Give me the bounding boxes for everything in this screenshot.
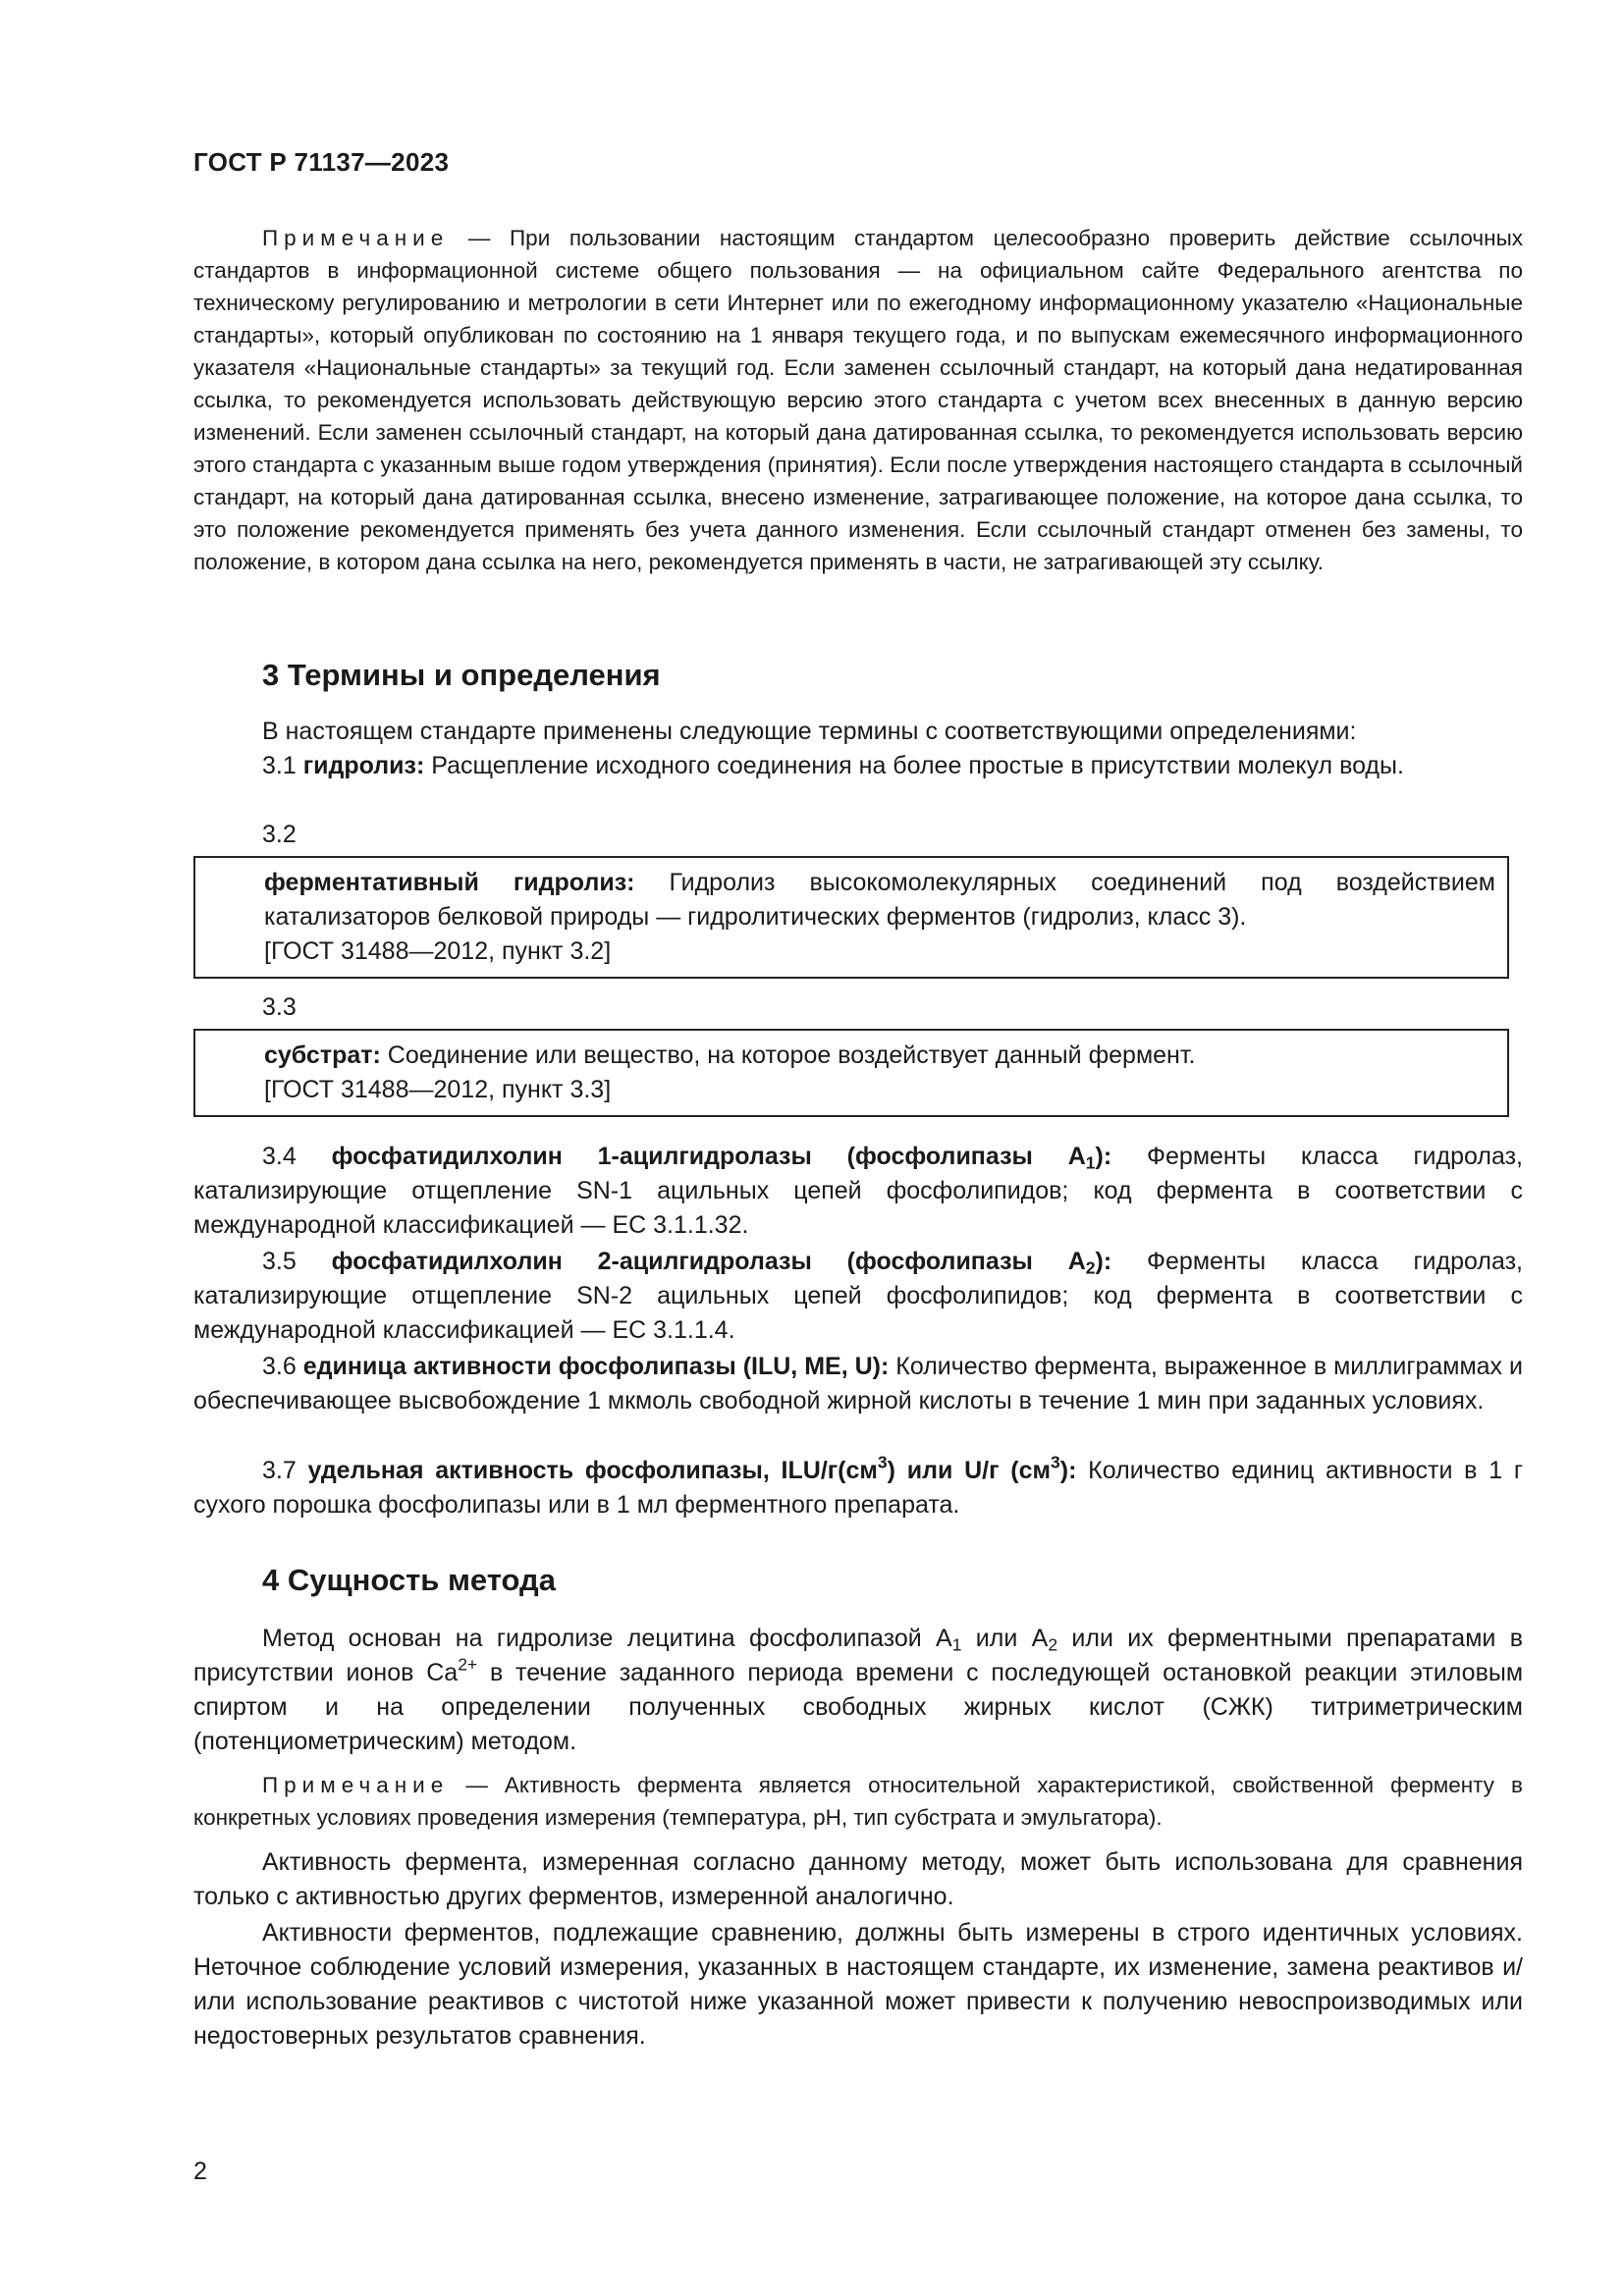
term-3-2-definition — [195, 866, 1495, 934]
term-3-3-definition — [195, 1039, 1495, 1073]
term-name: ферментативный гидролиз: — [264, 869, 635, 896]
term-3-5 — [193, 1245, 1523, 1348]
term-definition: Гидролиз высокомолекулярных соединений под воздействием катализаторов белковой природы — гидролитических ферментов (гидролиз, класс 3). — [264, 869, 1495, 931]
term-number: 3.1 — [262, 752, 297, 779]
note-label: Примечание — [262, 226, 450, 250]
term-3-2-source: [ГОСТ 31488—2012, пункт 3.2] — [264, 937, 612, 965]
term-number: 3.4 — [262, 1143, 297, 1170]
term-name: фосфатидилхолин 1-ацилгидролазы (фосфолипазы $A_1$): — [331, 1143, 1112, 1173]
section-4-paragraph-2: Активность фермента, измеренная согласно данному методу, может быть использована для сравнения только с активностью других ферментов, измеренной аналогично. — [193, 1848, 1523, 1910]
section-4-paragraph-3: Активности ферментов, подлежащие сравнению, должны быть измерены в строго идентичных условиях. Неточное соблюдение условий измерения, указанных в настоящем стандарте, их изменение, замена реактивов и/или использование реактивов с чистотой ниже указанной может привести к получению невоспроизводимых или недостоверных результатов сравнения. — [193, 1919, 1523, 2050]
section-3-intro: В настоящем стандарте применены следующие термины с соответствующими определениями: — [262, 718, 1357, 745]
term-name: фосфатидилхолин 2-ацилгидролазы (фосфолипазы $A_2$): — [331, 1248, 1112, 1278]
term-3-3-number: 3.3 — [262, 993, 297, 1021]
section-4-title: 4 Сущность метода — [262, 1563, 556, 1597]
term-number: 3.5 — [262, 1248, 297, 1275]
term-definition: Ферменты класса гидролаз, катализирующие отщепление SN-1 ацильных цепей фосфолипидов; код фермента в соответствии с международной классификацией — ЕС 3.1.1.32. — [193, 1143, 1523, 1239]
document-code-header: ГОСТ Р 71137—2023 — [193, 147, 450, 177]
term-definition: Количество фермента, выраженное в миллиграммах и обеспечивающее высвобождение 1 мкмоль свободной жирной кислоты в течение 1 мин при заданных условиях. — [193, 1353, 1523, 1415]
term-3-4 — [193, 1140, 1523, 1243]
term-definition: Расщепление исходного соединения на более простые в присутствии молекул воды. — [424, 752, 1404, 779]
note-text: — Активность фермента является относительной характеристикой, свойственной ферменту в конкретных условиях проведения измерения (температура, pH, тип субстрата и эмульгатора). — [193, 1773, 1523, 1830]
page-number: 2 — [193, 2158, 207, 2185]
term-number: 3.7 — [262, 1457, 297, 1484]
section-4-note — [193, 1769, 1523, 1834]
note-text: — При пользовании настоящим стандартом целесообразно проверить действие ссылочных стандартов в информационной системе общего пользования — на официальном сайте Федерального агентства по техническому регулированию и метрологии в сети Интернет или по ежегодному информационному указателю «Национальные стандарты», который опубликован по состоянию на 1 января текущего года, и по выпускам ежемесячного информационного указателя «Национальные стандарты» за текущий год. Если заменен ссылочный стандарт, на который дана недатированная ссылка, то рекомендуется использовать действующую версию этого стандарта с учетом всех внесенных в данную версию изменений. Если заменен ссылочный стандарт, на который дана датированная ссылка, то рекомендуется использовать версию этого стандарта с указанным выше годом утверждения (принятия). Если после утверждения настоящего стандарта в ссылочный стандарт, на который дана датированная ссылка, внесено изменение, затрагивающее положение, на которое дана ссылка, то это положение рекомендуется применять без учета данного изменения. Если ссылочный стандарт отменен без замены, то положение, в котором дана ссылка на него, рекомендуется применять в части, не затрагивающей эту ссылку. — [193, 226, 1523, 574]
term-name: удельная активность фосфолипазы, ILU/$г(см^3)$ или U/г $(см^3)$: — [307, 1452, 1077, 1484]
term-3-2-box — [193, 856, 1509, 979]
term-3-3-source: [ГОСТ 31488—2012, пункт 3.3] — [264, 1076, 612, 1103]
term-definition: Ферменты класса гидролаз, катализирующие отщепление SN-2 ацильных цепей фосфолипидов; код фермента в соответствии с международной классификацией — ЕС 3.1.1.4. — [193, 1248, 1523, 1344]
reference-note — [193, 222, 1523, 578]
term-3-7 — [193, 1454, 1523, 1522]
term-definition: Соединение или вещество, на которое воздействует данный фермент. — [380, 1041, 1196, 1069]
term-name: гидролиз: — [302, 752, 425, 779]
note-label: Примечание — [262, 1773, 450, 1797]
section-3-title: 3 Термины и определения — [262, 658, 661, 692]
term-definition: Количество единиц активности в 1 г сухого порошка фосфолипазы или в 1 мл ферментного препарата. — [193, 1457, 1524, 1519]
term-number: 3.6 — [262, 1353, 297, 1380]
term-3-3-box — [193, 1029, 1509, 1117]
term-name: субстрат: — [264, 1041, 381, 1069]
term-3-1 — [193, 749, 1523, 783]
term-name: единица активности фосфолипазы (ILU, МЕ, U): — [302, 1353, 890, 1380]
section-4-paragraph-1: Метод основан на гидролизе лецитина фосфолипазой $A_1$ или $A_2$ или их ферментными препаратами в присутствии ионов $Ca^{2+}$ в течение заданного периода времени с последующей остановкой реакции этиловым спиртом и на определении полученных свободных жирных кислот (СЖК) титриметрическим (потенциометрическим) методом. — [193, 1625, 1524, 1755]
term-3-6 — [193, 1350, 1523, 1418]
term-3-2-number: 3.2 — [262, 821, 297, 848]
